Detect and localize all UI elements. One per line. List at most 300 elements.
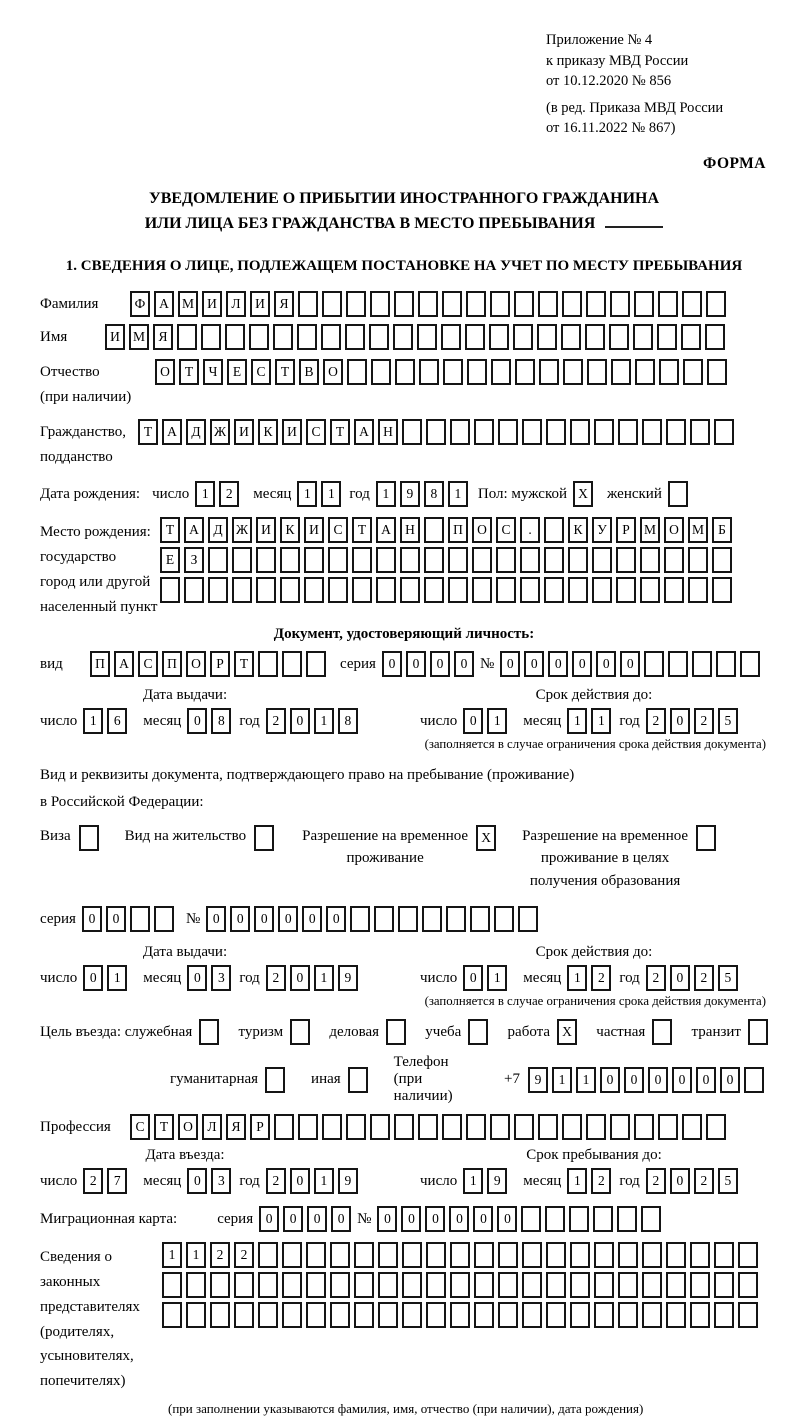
char-box[interactable] [618, 1302, 638, 1328]
char-box[interactable] [398, 906, 418, 932]
char-box[interactable]: 0 [382, 651, 402, 677]
char-box[interactable]: 0 [302, 906, 322, 932]
char-box[interactable] [538, 1114, 558, 1140]
char-box[interactable] [400, 577, 420, 603]
char-box[interactable] [642, 1242, 662, 1268]
char-box[interactable] [280, 547, 300, 573]
char-box[interactable] [692, 651, 712, 677]
char-box[interactable] [594, 1272, 614, 1298]
char-box[interactable] [450, 1272, 470, 1298]
char-box[interactable] [496, 577, 516, 603]
char-box[interactable]: 1 [463, 1168, 483, 1194]
char-box[interactable]: 0 [401, 1206, 421, 1232]
char-box[interactable]: 1 [186, 1242, 206, 1268]
char-box[interactable] [282, 1272, 302, 1298]
char-box[interactable] [249, 324, 269, 350]
char-box[interactable] [346, 1114, 366, 1140]
char-box[interactable] [422, 906, 442, 932]
char-box[interactable] [570, 1302, 590, 1328]
char-box[interactable]: 1 [552, 1067, 572, 1093]
char-box[interactable] [258, 1242, 278, 1268]
char-box[interactable] [664, 547, 684, 573]
char-box[interactable] [546, 1302, 566, 1328]
char-box[interactable]: Т [154, 1114, 174, 1140]
char-box[interactable]: О [664, 517, 684, 543]
char-box[interactable] [666, 1242, 686, 1268]
char-box[interactable] [570, 1242, 590, 1268]
char-box[interactable]: 0 [572, 651, 592, 677]
char-box[interactable] [586, 291, 606, 317]
char-box[interactable]: Е [160, 547, 180, 573]
char-box[interactable]: 1 [448, 481, 468, 507]
char-box[interactable] [418, 291, 438, 317]
char-box[interactable]: 0 [454, 651, 474, 677]
char-box[interactable] [330, 1242, 350, 1268]
char-box[interactable] [330, 1302, 350, 1328]
char-box[interactable]: И [234, 419, 254, 445]
char-box[interactable] [282, 1242, 302, 1268]
char-box[interactable] [378, 1302, 398, 1328]
char-box[interactable] [682, 1114, 702, 1140]
char-box[interactable] [514, 291, 534, 317]
char-box[interactable] [562, 1114, 582, 1140]
char-box[interactable] [273, 324, 293, 350]
char-box[interactable]: 1 [195, 481, 215, 507]
char-box[interactable] [690, 1302, 710, 1328]
char-box[interactable] [322, 1114, 342, 1140]
char-box[interactable] [370, 1114, 390, 1140]
char-box[interactable] [306, 651, 326, 677]
char-box[interactable] [592, 547, 612, 573]
char-box[interactable]: С [496, 517, 516, 543]
char-box[interactable] [714, 419, 734, 445]
char-box[interactable] [716, 651, 736, 677]
char-box[interactable]: 5 [718, 1168, 738, 1194]
char-box[interactable]: 2 [83, 1168, 103, 1194]
char-box[interactable] [378, 1272, 398, 1298]
char-box[interactable]: 0 [600, 1067, 620, 1093]
char-box[interactable] [352, 577, 372, 603]
char-box[interactable]: И [250, 291, 270, 317]
char-box[interactable] [712, 547, 732, 573]
checkbox[interactable] [348, 1067, 368, 1093]
char-box[interactable]: 2 [266, 1168, 286, 1194]
char-box[interactable] [634, 291, 654, 317]
char-box[interactable]: 1 [567, 708, 587, 734]
char-box[interactable]: А [354, 419, 374, 445]
char-box[interactable] [546, 1272, 566, 1298]
char-box[interactable]: 0 [463, 708, 483, 734]
char-box[interactable] [587, 359, 607, 385]
char-box[interactable] [635, 359, 655, 385]
char-box[interactable] [491, 359, 511, 385]
char-box[interactable]: 3 [211, 965, 231, 991]
char-box[interactable] [690, 1272, 710, 1298]
form-number-blank[interactable] [605, 212, 663, 228]
char-box[interactable] [618, 1242, 638, 1268]
char-box[interactable] [520, 547, 540, 573]
char-box[interactable]: Д [208, 517, 228, 543]
char-box[interactable] [744, 1067, 764, 1093]
char-box[interactable] [376, 547, 396, 573]
char-box[interactable] [515, 359, 535, 385]
char-box[interactable] [642, 1302, 662, 1328]
char-box[interactable] [664, 577, 684, 603]
char-box[interactable] [498, 1302, 518, 1328]
char-box[interactable] [350, 906, 370, 932]
char-box[interactable]: 0 [307, 1206, 327, 1232]
char-box[interactable]: 1 [107, 965, 127, 991]
char-box[interactable] [210, 1302, 230, 1328]
checkbox[interactable] [290, 1019, 310, 1045]
char-box[interactable] [593, 1206, 613, 1232]
char-box[interactable] [306, 1302, 326, 1328]
char-box[interactable] [201, 324, 221, 350]
char-box[interactable]: 0 [473, 1206, 493, 1232]
char-box[interactable] [522, 419, 542, 445]
char-box[interactable] [467, 359, 487, 385]
char-box[interactable] [472, 547, 492, 573]
char-box[interactable] [419, 359, 439, 385]
char-box[interactable] [402, 1272, 422, 1298]
checkbox[interactable]: X [557, 1019, 577, 1045]
char-box[interactable] [154, 906, 174, 932]
char-box[interactable]: Я [153, 324, 173, 350]
char-box[interactable] [162, 1302, 182, 1328]
checkbox[interactable]: X [573, 481, 593, 507]
char-box[interactable]: М [640, 517, 660, 543]
char-box[interactable] [568, 577, 588, 603]
char-box[interactable] [616, 577, 636, 603]
char-box[interactable] [740, 651, 760, 677]
char-box[interactable]: 5 [718, 708, 738, 734]
char-box[interactable]: Ж [232, 517, 252, 543]
char-box[interactable] [668, 651, 688, 677]
char-box[interactable] [472, 577, 492, 603]
char-box[interactable]: И [282, 419, 302, 445]
char-box[interactable] [738, 1302, 758, 1328]
char-box[interactable] [594, 1302, 614, 1328]
char-box[interactable] [658, 1114, 678, 1140]
char-box[interactable] [402, 1302, 422, 1328]
char-box[interactable] [657, 324, 677, 350]
char-box[interactable] [450, 419, 470, 445]
char-box[interactable]: 2 [694, 965, 714, 991]
char-box[interactable] [400, 547, 420, 573]
char-box[interactable]: К [568, 517, 588, 543]
char-box[interactable]: 8 [424, 481, 444, 507]
char-box[interactable] [490, 291, 510, 317]
char-box[interactable] [466, 291, 486, 317]
char-box[interactable]: 0 [463, 965, 483, 991]
char-box[interactable] [474, 419, 494, 445]
char-box[interactable] [585, 324, 605, 350]
char-box[interactable]: 0 [596, 651, 616, 677]
char-box[interactable]: С [138, 651, 158, 677]
char-box[interactable]: С [328, 517, 348, 543]
char-box[interactable] [448, 547, 468, 573]
char-box[interactable]: 0 [331, 1206, 351, 1232]
char-box[interactable] [712, 577, 732, 603]
char-box[interactable] [562, 291, 582, 317]
char-box[interactable] [322, 291, 342, 317]
char-box[interactable] [378, 1242, 398, 1268]
char-box[interactable] [714, 1272, 734, 1298]
char-box[interactable]: 6 [107, 708, 127, 734]
char-box[interactable] [513, 324, 533, 350]
char-box[interactable]: . [520, 517, 540, 543]
char-box[interactable] [545, 1206, 565, 1232]
char-box[interactable] [417, 324, 437, 350]
char-box[interactable] [498, 1242, 518, 1268]
char-box[interactable] [442, 291, 462, 317]
char-box[interactable]: Ч [203, 359, 223, 385]
char-box[interactable]: 9 [338, 1168, 358, 1194]
char-box[interactable] [328, 577, 348, 603]
char-box[interactable] [610, 1114, 630, 1140]
char-box[interactable]: Н [378, 419, 398, 445]
char-box[interactable] [496, 547, 516, 573]
char-box[interactable] [522, 1272, 542, 1298]
char-box[interactable]: 1 [297, 481, 317, 507]
char-box[interactable]: Е [227, 359, 247, 385]
char-box[interactable] [274, 1114, 294, 1140]
checkbox[interactable] [79, 825, 99, 851]
char-box[interactable] [394, 1114, 414, 1140]
char-box[interactable]: Т [330, 419, 350, 445]
char-box[interactable] [394, 291, 414, 317]
checkbox[interactable] [265, 1067, 285, 1093]
char-box[interactable] [546, 1242, 566, 1268]
char-box[interactable] [446, 906, 466, 932]
char-box[interactable] [162, 1272, 182, 1298]
char-box[interactable] [642, 1272, 662, 1298]
char-box[interactable]: И [304, 517, 324, 543]
char-box[interactable]: 1 [567, 965, 587, 991]
char-box[interactable]: 2 [646, 1168, 666, 1194]
char-box[interactable] [306, 1272, 326, 1298]
char-box[interactable]: 2 [266, 965, 286, 991]
char-box[interactable] [210, 1272, 230, 1298]
char-box[interactable]: 2 [646, 965, 666, 991]
char-box[interactable] [561, 324, 581, 350]
char-box[interactable] [395, 359, 415, 385]
char-box[interactable]: Т [275, 359, 295, 385]
char-box[interactable] [450, 1242, 470, 1268]
char-box[interactable] [258, 1302, 278, 1328]
char-box[interactable] [642, 419, 662, 445]
char-box[interactable] [520, 577, 540, 603]
char-box[interactable] [659, 359, 679, 385]
char-box[interactable] [610, 291, 630, 317]
char-box[interactable]: Р [210, 651, 230, 677]
char-box[interactable] [666, 419, 686, 445]
char-box[interactable] [586, 1114, 606, 1140]
char-box[interactable]: Я [226, 1114, 246, 1140]
char-box[interactable]: 9 [487, 1168, 507, 1194]
char-box[interactable] [424, 547, 444, 573]
char-box[interactable] [426, 1242, 446, 1268]
char-box[interactable] [544, 547, 564, 573]
char-box[interactable]: 8 [338, 708, 358, 734]
char-box[interactable]: У [592, 517, 612, 543]
char-box[interactable] [544, 577, 564, 603]
char-box[interactable] [347, 359, 367, 385]
char-box[interactable]: 0 [670, 1168, 690, 1194]
char-box[interactable] [563, 359, 583, 385]
char-box[interactable] [618, 419, 638, 445]
char-box[interactable] [465, 324, 485, 350]
char-box[interactable] [443, 359, 463, 385]
char-box[interactable]: П [448, 517, 468, 543]
char-box[interactable] [374, 906, 394, 932]
char-box[interactable] [714, 1302, 734, 1328]
char-box[interactable]: 0 [624, 1067, 644, 1093]
char-box[interactable] [450, 1302, 470, 1328]
char-box[interactable]: 0 [449, 1206, 469, 1232]
char-box[interactable]: 0 [254, 906, 274, 932]
char-box[interactable] [644, 651, 664, 677]
char-box[interactable]: Д [186, 419, 206, 445]
char-box[interactable]: И [202, 291, 222, 317]
char-box[interactable]: 0 [290, 965, 310, 991]
char-box[interactable] [354, 1242, 374, 1268]
char-box[interactable] [570, 1272, 590, 1298]
char-box[interactable]: 1 [314, 1168, 334, 1194]
char-box[interactable] [304, 577, 324, 603]
char-box[interactable]: З [184, 547, 204, 573]
char-box[interactable]: С [306, 419, 326, 445]
char-box[interactable] [498, 1272, 518, 1298]
char-box[interactable] [234, 1302, 254, 1328]
char-box[interactable] [514, 1114, 534, 1140]
char-box[interactable]: 0 [406, 651, 426, 677]
char-box[interactable]: Ж [210, 419, 230, 445]
char-box[interactable]: 2 [591, 1168, 611, 1194]
char-box[interactable]: 0 [326, 906, 346, 932]
char-box[interactable] [298, 1114, 318, 1140]
char-box[interactable] [354, 1302, 374, 1328]
char-box[interactable] [617, 1206, 637, 1232]
char-box[interactable] [130, 906, 150, 932]
char-box[interactable]: 0 [620, 651, 640, 677]
char-box[interactable]: 7 [107, 1168, 127, 1194]
char-box[interactable]: Ф [130, 291, 150, 317]
char-box[interactable] [633, 324, 653, 350]
char-box[interactable]: П [90, 651, 110, 677]
char-box[interactable] [611, 359, 631, 385]
char-box[interactable]: А [162, 419, 182, 445]
char-box[interactable] [369, 324, 389, 350]
char-box[interactable] [592, 577, 612, 603]
char-box[interactable]: О [186, 651, 206, 677]
char-box[interactable]: 0 [430, 651, 450, 677]
char-box[interactable] [707, 359, 727, 385]
char-box[interactable] [328, 547, 348, 573]
char-box[interactable] [441, 324, 461, 350]
char-box[interactable]: А [154, 291, 174, 317]
char-box[interactable] [282, 1302, 302, 1328]
char-box[interactable]: А [184, 517, 204, 543]
char-box[interactable] [569, 1206, 589, 1232]
char-box[interactable]: Т [160, 517, 180, 543]
char-box[interactable]: 0 [106, 906, 126, 932]
char-box[interactable] [474, 1272, 494, 1298]
char-box[interactable]: С [130, 1114, 150, 1140]
char-box[interactable] [609, 324, 629, 350]
char-box[interactable] [426, 1272, 446, 1298]
char-box[interactable] [714, 1242, 734, 1268]
char-box[interactable]: 0 [283, 1206, 303, 1232]
char-box[interactable]: 1 [591, 708, 611, 734]
char-box[interactable]: 1 [567, 1168, 587, 1194]
char-box[interactable]: 0 [259, 1206, 279, 1232]
char-box[interactable]: 2 [694, 1168, 714, 1194]
char-box[interactable] [346, 291, 366, 317]
char-box[interactable]: О [323, 359, 343, 385]
char-box[interactable]: 1 [314, 708, 334, 734]
char-box[interactable] [666, 1272, 686, 1298]
char-box[interactable]: И [256, 517, 276, 543]
char-box[interactable]: 2 [266, 708, 286, 734]
char-box[interactable] [546, 419, 566, 445]
char-box[interactable] [538, 291, 558, 317]
char-box[interactable] [618, 1272, 638, 1298]
char-box[interactable]: В [299, 359, 319, 385]
char-box[interactable]: О [178, 1114, 198, 1140]
char-box[interactable]: 2 [591, 965, 611, 991]
char-box[interactable]: И [105, 324, 125, 350]
char-box[interactable]: А [114, 651, 134, 677]
char-box[interactable]: 2 [210, 1242, 230, 1268]
char-box[interactable]: 0 [290, 708, 310, 734]
char-box[interactable] [690, 419, 710, 445]
char-box[interactable]: 0 [230, 906, 250, 932]
char-box[interactable] [594, 1242, 614, 1268]
char-box[interactable] [470, 906, 490, 932]
char-box[interactable]: П [162, 651, 182, 677]
char-box[interactable] [370, 291, 390, 317]
char-box[interactable]: 0 [524, 651, 544, 677]
char-box[interactable]: О [472, 517, 492, 543]
char-box[interactable] [706, 1114, 726, 1140]
char-box[interactable]: Т [234, 651, 254, 677]
char-box[interactable]: М [688, 517, 708, 543]
char-box[interactable] [490, 1114, 510, 1140]
char-box[interactable]: 2 [694, 708, 714, 734]
char-box[interactable] [232, 577, 252, 603]
checkbox[interactable] [668, 481, 688, 507]
char-box[interactable]: 1 [162, 1242, 182, 1268]
char-box[interactable]: 1 [314, 965, 334, 991]
char-box[interactable] [354, 1272, 374, 1298]
char-box[interactable] [544, 517, 564, 543]
char-box[interactable] [426, 419, 446, 445]
char-box[interactable] [570, 419, 590, 445]
checkbox[interactable]: X [476, 825, 496, 851]
char-box[interactable] [683, 359, 703, 385]
checkbox[interactable] [652, 1019, 672, 1045]
char-box[interactable] [234, 1272, 254, 1298]
char-box[interactable] [688, 547, 708, 573]
char-box[interactable]: 2 [646, 708, 666, 734]
char-box[interactable]: 0 [670, 708, 690, 734]
char-box[interactable]: Л [202, 1114, 222, 1140]
char-box[interactable]: 0 [497, 1206, 517, 1232]
char-box[interactable] [706, 291, 726, 317]
char-box[interactable] [256, 577, 276, 603]
char-box[interactable] [424, 577, 444, 603]
